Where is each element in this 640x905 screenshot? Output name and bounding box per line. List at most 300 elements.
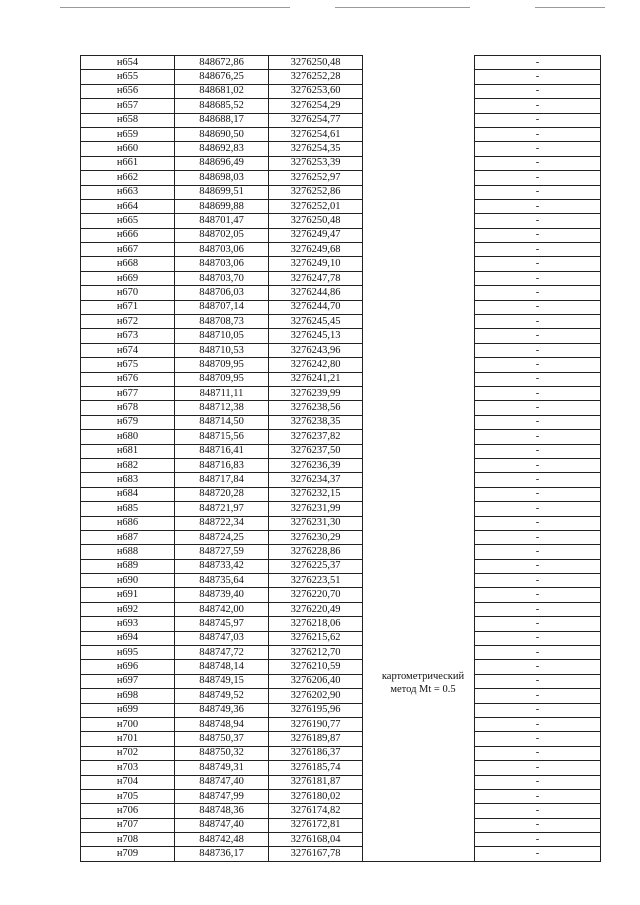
y-coordinate-cell: 3276238,56 bbox=[269, 401, 363, 415]
x-coordinate-cell: 848717,84 bbox=[175, 473, 269, 487]
y-coordinate-cell: 3276244,70 bbox=[269, 300, 363, 314]
accuracy-cell: - bbox=[475, 113, 601, 127]
accuracy-cell: - bbox=[475, 775, 601, 789]
table-row bbox=[81, 646, 601, 660]
method-cell bbox=[363, 545, 475, 559]
method-cell bbox=[363, 847, 475, 861]
table-row bbox=[81, 818, 601, 832]
y-coordinate-cell: 3276206,40 bbox=[269, 674, 363, 688]
method-cell bbox=[363, 127, 475, 141]
table-row bbox=[81, 358, 601, 372]
y-coordinate-cell: 3276249,68 bbox=[269, 243, 363, 257]
x-coordinate-cell: 848690,50 bbox=[175, 127, 269, 141]
point-id-cell: н673 bbox=[81, 329, 175, 343]
table-row bbox=[81, 286, 601, 300]
y-coordinate-cell: 3276244,86 bbox=[269, 286, 363, 300]
x-coordinate-cell: 848707,14 bbox=[175, 300, 269, 314]
x-coordinate-cell: 848747,99 bbox=[175, 789, 269, 803]
point-id-cell: н708 bbox=[81, 833, 175, 847]
x-coordinate-cell: 848747,40 bbox=[175, 775, 269, 789]
x-coordinate-cell: 848747,40 bbox=[175, 818, 269, 832]
method-cell bbox=[363, 602, 475, 616]
accuracy-cell: - bbox=[475, 660, 601, 674]
header-rule bbox=[60, 7, 290, 8]
y-coordinate-cell: 3276243,96 bbox=[269, 343, 363, 357]
x-coordinate-cell: 848699,88 bbox=[175, 199, 269, 213]
x-coordinate-cell: 848710,05 bbox=[175, 329, 269, 343]
table-row bbox=[81, 271, 601, 285]
accuracy-cell: - bbox=[475, 530, 601, 544]
y-coordinate-cell: 3276238,35 bbox=[269, 415, 363, 429]
accuracy-cell: - bbox=[475, 617, 601, 631]
table-row bbox=[81, 113, 601, 127]
accuracy-cell: - bbox=[475, 717, 601, 731]
method-cell bbox=[363, 56, 475, 70]
point-id-cell: н689 bbox=[81, 559, 175, 573]
y-coordinate-cell: 3276237,82 bbox=[269, 430, 363, 444]
y-coordinate-cell: 3276250,48 bbox=[269, 56, 363, 70]
y-coordinate-cell: 3276252,97 bbox=[269, 171, 363, 185]
y-coordinate-cell: 3276190,77 bbox=[269, 717, 363, 731]
accuracy-cell: - bbox=[475, 84, 601, 98]
x-coordinate-cell: 848709,95 bbox=[175, 372, 269, 386]
table-row bbox=[81, 487, 601, 501]
y-coordinate-cell: 3276180,02 bbox=[269, 789, 363, 803]
point-id-cell: н658 bbox=[81, 113, 175, 127]
y-coordinate-cell: 3276168,04 bbox=[269, 833, 363, 847]
table-row bbox=[81, 386, 601, 400]
y-coordinate-cell: 3276232,15 bbox=[269, 487, 363, 501]
method-cell bbox=[363, 430, 475, 444]
table-row bbox=[81, 473, 601, 487]
method-cell bbox=[363, 530, 475, 544]
accuracy-cell: - bbox=[475, 199, 601, 213]
x-coordinate-cell: 848735,64 bbox=[175, 574, 269, 588]
y-coordinate-cell: 3276254,61 bbox=[269, 127, 363, 141]
point-id-cell: н667 bbox=[81, 243, 175, 257]
method-cell bbox=[363, 315, 475, 329]
method-cell bbox=[363, 343, 475, 357]
point-id-cell: н657 bbox=[81, 99, 175, 113]
x-coordinate-cell: 848720,28 bbox=[175, 487, 269, 501]
y-coordinate-cell: 3276195,96 bbox=[269, 703, 363, 717]
point-id-cell: н654 bbox=[81, 56, 175, 70]
point-id-cell: н700 bbox=[81, 717, 175, 731]
method-cell bbox=[363, 70, 475, 84]
accuracy-cell: - bbox=[475, 574, 601, 588]
table-row bbox=[81, 545, 601, 559]
x-coordinate-cell: 848748,14 bbox=[175, 660, 269, 674]
accuracy-cell: - bbox=[475, 142, 601, 156]
point-id-cell: н659 bbox=[81, 127, 175, 141]
accuracy-cell: - bbox=[475, 674, 601, 688]
accuracy-cell: - bbox=[475, 415, 601, 429]
x-coordinate-cell: 848676,25 bbox=[175, 70, 269, 84]
table-row bbox=[81, 156, 601, 170]
table-row bbox=[81, 243, 601, 257]
x-coordinate-cell: 848708,73 bbox=[175, 315, 269, 329]
accuracy-cell: - bbox=[475, 315, 601, 329]
table-row bbox=[81, 185, 601, 199]
method-cell bbox=[363, 789, 475, 803]
method-cell bbox=[363, 386, 475, 400]
x-coordinate-cell: 848698,03 bbox=[175, 171, 269, 185]
x-coordinate-cell: 848714,50 bbox=[175, 415, 269, 429]
x-coordinate-cell: 848749,52 bbox=[175, 689, 269, 703]
point-id-cell: н660 bbox=[81, 142, 175, 156]
point-id-cell: н693 bbox=[81, 617, 175, 631]
y-coordinate-cell: 3276254,35 bbox=[269, 142, 363, 156]
point-id-cell: н678 bbox=[81, 401, 175, 415]
x-coordinate-cell: 848750,32 bbox=[175, 746, 269, 760]
table-row bbox=[81, 703, 601, 717]
y-coordinate-cell: 3276231,99 bbox=[269, 502, 363, 516]
x-coordinate-cell: 848706,03 bbox=[175, 286, 269, 300]
accuracy-cell: - bbox=[475, 372, 601, 386]
x-coordinate-cell: 848745,97 bbox=[175, 617, 269, 631]
accuracy-cell: - bbox=[475, 228, 601, 242]
table-row bbox=[81, 660, 601, 674]
y-coordinate-cell: 3276239,99 bbox=[269, 386, 363, 400]
method-cell bbox=[363, 415, 475, 429]
y-coordinate-cell: 3276245,45 bbox=[269, 315, 363, 329]
table-row bbox=[81, 444, 601, 458]
y-coordinate-cell: 3276218,06 bbox=[269, 617, 363, 631]
table-row bbox=[81, 70, 601, 84]
table-row bbox=[81, 214, 601, 228]
method-cell bbox=[363, 833, 475, 847]
table-row bbox=[81, 300, 601, 314]
accuracy-cell: - bbox=[475, 358, 601, 372]
y-coordinate-cell: 3276236,39 bbox=[269, 458, 363, 472]
table-row bbox=[81, 574, 601, 588]
accuracy-cell: - bbox=[475, 99, 601, 113]
method-cell bbox=[363, 84, 475, 98]
y-coordinate-cell: 3276220,49 bbox=[269, 602, 363, 616]
point-id-cell: н662 bbox=[81, 171, 175, 185]
y-coordinate-cell: 3276249,47 bbox=[269, 228, 363, 242]
y-coordinate-cell: 3276254,29 bbox=[269, 99, 363, 113]
header-rule bbox=[335, 7, 470, 8]
y-coordinate-cell: 3276252,86 bbox=[269, 185, 363, 199]
y-coordinate-cell: 3276253,39 bbox=[269, 156, 363, 170]
point-id-cell: н664 bbox=[81, 199, 175, 213]
method-cell bbox=[363, 746, 475, 760]
x-coordinate-cell: 848702,05 bbox=[175, 228, 269, 242]
table-row bbox=[81, 430, 601, 444]
table-row bbox=[81, 257, 601, 271]
accuracy-cell: - bbox=[475, 732, 601, 746]
method-cell bbox=[363, 300, 475, 314]
y-coordinate-cell: 3276215,62 bbox=[269, 631, 363, 645]
point-id-cell: н705 bbox=[81, 789, 175, 803]
y-coordinate-cell: 3276172,81 bbox=[269, 818, 363, 832]
table-row bbox=[81, 631, 601, 645]
table-row bbox=[81, 127, 601, 141]
method-cell bbox=[363, 142, 475, 156]
x-coordinate-cell: 848711,11 bbox=[175, 386, 269, 400]
y-coordinate-cell: 3276174,82 bbox=[269, 804, 363, 818]
y-coordinate-cell: 3276252,01 bbox=[269, 199, 363, 213]
method-cell bbox=[363, 257, 475, 271]
accuracy-cell: - bbox=[475, 789, 601, 803]
method-cell bbox=[363, 444, 475, 458]
accuracy-cell: - bbox=[475, 833, 601, 847]
table-row bbox=[81, 761, 601, 775]
accuracy-cell: - bbox=[475, 804, 601, 818]
point-id-cell: н685 bbox=[81, 502, 175, 516]
method-cell bbox=[363, 171, 475, 185]
point-id-cell: н704 bbox=[81, 775, 175, 789]
accuracy-cell: - bbox=[475, 271, 601, 285]
accuracy-cell: - bbox=[475, 689, 601, 703]
x-coordinate-cell: 848721,97 bbox=[175, 502, 269, 516]
accuracy-cell: - bbox=[475, 761, 601, 775]
method-cell bbox=[363, 732, 475, 746]
point-id-cell: н681 bbox=[81, 444, 175, 458]
method-cell bbox=[363, 185, 475, 199]
table-row bbox=[81, 588, 601, 602]
point-id-cell: н688 bbox=[81, 545, 175, 559]
point-id-cell: н694 bbox=[81, 631, 175, 645]
accuracy-cell: - bbox=[475, 286, 601, 300]
y-coordinate-cell: 3276249,10 bbox=[269, 257, 363, 271]
accuracy-cell: - bbox=[475, 300, 601, 314]
point-id-cell: н666 bbox=[81, 228, 175, 242]
point-id-cell: н676 bbox=[81, 372, 175, 386]
accuracy-cell: - bbox=[475, 631, 601, 645]
table-row bbox=[81, 228, 601, 242]
accuracy-cell: - bbox=[475, 847, 601, 861]
table-row bbox=[81, 789, 601, 803]
x-coordinate-cell: 848727,59 bbox=[175, 545, 269, 559]
point-id-cell: н675 bbox=[81, 358, 175, 372]
point-id-cell: н670 bbox=[81, 286, 175, 300]
table-row bbox=[81, 372, 601, 386]
accuracy-cell: - bbox=[475, 156, 601, 170]
y-coordinate-cell: 3276220,70 bbox=[269, 588, 363, 602]
point-id-cell: н669 bbox=[81, 271, 175, 285]
point-id-cell: н671 bbox=[81, 300, 175, 314]
point-id-cell: н661 bbox=[81, 156, 175, 170]
table-row bbox=[81, 530, 601, 544]
accuracy-cell: - bbox=[475, 458, 601, 472]
x-coordinate-cell: 848715,56 bbox=[175, 430, 269, 444]
method-cell bbox=[363, 574, 475, 588]
method-cell bbox=[363, 243, 475, 257]
y-coordinate-cell: 3276223,51 bbox=[269, 574, 363, 588]
table-row bbox=[81, 847, 601, 861]
method-cell bbox=[363, 401, 475, 415]
accuracy-cell: - bbox=[475, 329, 601, 343]
coordinates-table bbox=[80, 55, 601, 862]
x-coordinate-cell: 848724,25 bbox=[175, 530, 269, 544]
point-id-cell: н672 bbox=[81, 315, 175, 329]
y-coordinate-cell: 3276202,90 bbox=[269, 689, 363, 703]
accuracy-cell: - bbox=[475, 343, 601, 357]
point-id-cell: н698 bbox=[81, 689, 175, 703]
x-coordinate-cell: 848733,42 bbox=[175, 559, 269, 573]
accuracy-cell: - bbox=[475, 559, 601, 573]
table-row bbox=[81, 674, 601, 688]
accuracy-cell: - bbox=[475, 502, 601, 516]
table-row bbox=[81, 559, 601, 573]
y-coordinate-cell: 3276212,70 bbox=[269, 646, 363, 660]
table-row bbox=[81, 746, 601, 760]
y-coordinate-cell: 3276245,13 bbox=[269, 329, 363, 343]
y-coordinate-cell: 3276241,21 bbox=[269, 372, 363, 386]
point-id-cell: н707 bbox=[81, 818, 175, 832]
method-cell bbox=[363, 646, 475, 660]
point-id-cell: н687 bbox=[81, 530, 175, 544]
table-row bbox=[81, 343, 601, 357]
method-cell bbox=[363, 286, 475, 300]
method-cell bbox=[363, 199, 475, 213]
x-coordinate-cell: 848703,70 bbox=[175, 271, 269, 285]
method-note-line2: метод Mt = 0.5 bbox=[390, 684, 456, 695]
x-coordinate-cell: 848685,52 bbox=[175, 99, 269, 113]
method-cell bbox=[363, 473, 475, 487]
y-coordinate-cell: 3276225,37 bbox=[269, 559, 363, 573]
point-id-cell: н683 bbox=[81, 473, 175, 487]
x-coordinate-cell: 848747,72 bbox=[175, 646, 269, 660]
method-cell bbox=[363, 214, 475, 228]
method-cell bbox=[363, 588, 475, 602]
table-row bbox=[81, 602, 601, 616]
point-id-cell: н686 bbox=[81, 516, 175, 530]
y-coordinate-cell: 3276234,37 bbox=[269, 473, 363, 487]
method-cell bbox=[363, 818, 475, 832]
table-row bbox=[81, 732, 601, 746]
accuracy-cell: - bbox=[475, 70, 601, 84]
accuracy-cell: - bbox=[475, 214, 601, 228]
x-coordinate-cell: 848750,37 bbox=[175, 732, 269, 746]
x-coordinate-cell: 848703,06 bbox=[175, 257, 269, 271]
accuracy-cell: - bbox=[475, 473, 601, 487]
x-coordinate-cell: 848749,15 bbox=[175, 674, 269, 688]
method-cell bbox=[363, 228, 475, 242]
x-coordinate-cell: 848748,94 bbox=[175, 717, 269, 731]
y-coordinate-cell: 3276254,77 bbox=[269, 113, 363, 127]
accuracy-cell: - bbox=[475, 243, 601, 257]
accuracy-cell: - bbox=[475, 588, 601, 602]
method-cell bbox=[363, 804, 475, 818]
table-row bbox=[81, 516, 601, 530]
table-row bbox=[81, 142, 601, 156]
x-coordinate-cell: 848748,36 bbox=[175, 804, 269, 818]
x-coordinate-cell: 848722,34 bbox=[175, 516, 269, 530]
method-cell bbox=[363, 761, 475, 775]
x-coordinate-cell: 848692,83 bbox=[175, 142, 269, 156]
table-row bbox=[81, 329, 601, 343]
point-id-cell: н706 bbox=[81, 804, 175, 818]
table-row bbox=[81, 99, 601, 113]
accuracy-cell: - bbox=[475, 171, 601, 185]
table-row bbox=[81, 689, 601, 703]
y-coordinate-cell: 3276237,50 bbox=[269, 444, 363, 458]
x-coordinate-cell: 848712,38 bbox=[175, 401, 269, 415]
y-coordinate-cell: 3276230,29 bbox=[269, 530, 363, 544]
table-row bbox=[81, 199, 601, 213]
point-id-cell: н692 bbox=[81, 602, 175, 616]
y-coordinate-cell: 3276210,59 bbox=[269, 660, 363, 674]
point-id-cell: н655 bbox=[81, 70, 175, 84]
point-id-cell: н656 bbox=[81, 84, 175, 98]
point-id-cell: н696 bbox=[81, 660, 175, 674]
table-row bbox=[81, 775, 601, 789]
table-row bbox=[81, 804, 601, 818]
method-cell bbox=[363, 703, 475, 717]
accuracy-cell: - bbox=[475, 444, 601, 458]
point-id-cell: н702 bbox=[81, 746, 175, 760]
y-coordinate-cell: 3276247,78 bbox=[269, 271, 363, 285]
x-coordinate-cell: 848739,40 bbox=[175, 588, 269, 602]
table-row bbox=[81, 171, 601, 185]
accuracy-cell: - bbox=[475, 646, 601, 660]
x-coordinate-cell: 848699,51 bbox=[175, 185, 269, 199]
point-id-cell: н697 bbox=[81, 674, 175, 688]
x-coordinate-cell: 848709,95 bbox=[175, 358, 269, 372]
method-cell bbox=[363, 717, 475, 731]
point-id-cell: н663 bbox=[81, 185, 175, 199]
method-cell bbox=[363, 372, 475, 386]
table-row bbox=[81, 415, 601, 429]
point-id-cell: н679 bbox=[81, 415, 175, 429]
x-coordinate-cell: 848749,31 bbox=[175, 761, 269, 775]
y-coordinate-cell: 3276181,87 bbox=[269, 775, 363, 789]
x-coordinate-cell: 848749,36 bbox=[175, 703, 269, 717]
point-id-cell: н703 bbox=[81, 761, 175, 775]
point-id-cell: н668 bbox=[81, 257, 175, 271]
method-cell bbox=[363, 631, 475, 645]
method-cell bbox=[363, 516, 475, 530]
method-cell bbox=[363, 271, 475, 285]
x-coordinate-cell: 848672,86 bbox=[175, 56, 269, 70]
method-cell bbox=[363, 99, 475, 113]
point-id-cell: н684 bbox=[81, 487, 175, 501]
accuracy-cell: - bbox=[475, 257, 601, 271]
x-coordinate-cell: 848701,47 bbox=[175, 214, 269, 228]
point-id-cell: н682 bbox=[81, 458, 175, 472]
header-rule bbox=[535, 7, 605, 8]
method-note bbox=[367, 670, 479, 696]
x-coordinate-cell: 848742,00 bbox=[175, 602, 269, 616]
method-cell bbox=[363, 487, 475, 501]
accuracy-cell: - bbox=[475, 703, 601, 717]
method-cell bbox=[363, 559, 475, 573]
method-cell bbox=[363, 502, 475, 516]
table-row bbox=[81, 458, 601, 472]
accuracy-cell: - bbox=[475, 602, 601, 616]
y-coordinate-cell: 3276186,37 bbox=[269, 746, 363, 760]
point-id-cell: н691 bbox=[81, 588, 175, 602]
accuracy-cell: - bbox=[475, 430, 601, 444]
x-coordinate-cell: 848716,83 bbox=[175, 458, 269, 472]
table-row bbox=[81, 401, 601, 415]
table-row bbox=[81, 502, 601, 516]
y-coordinate-cell: 3276252,28 bbox=[269, 70, 363, 84]
y-coordinate-cell: 3276253,60 bbox=[269, 84, 363, 98]
method-cell bbox=[363, 617, 475, 631]
y-coordinate-cell: 3276250,48 bbox=[269, 214, 363, 228]
accuracy-cell: - bbox=[475, 545, 601, 559]
table-row bbox=[81, 84, 601, 98]
method-cell bbox=[363, 329, 475, 343]
y-coordinate-cell: 3276228,86 bbox=[269, 545, 363, 559]
point-id-cell: н695 bbox=[81, 646, 175, 660]
x-coordinate-cell: 848747,03 bbox=[175, 631, 269, 645]
x-coordinate-cell: 848716,41 bbox=[175, 444, 269, 458]
